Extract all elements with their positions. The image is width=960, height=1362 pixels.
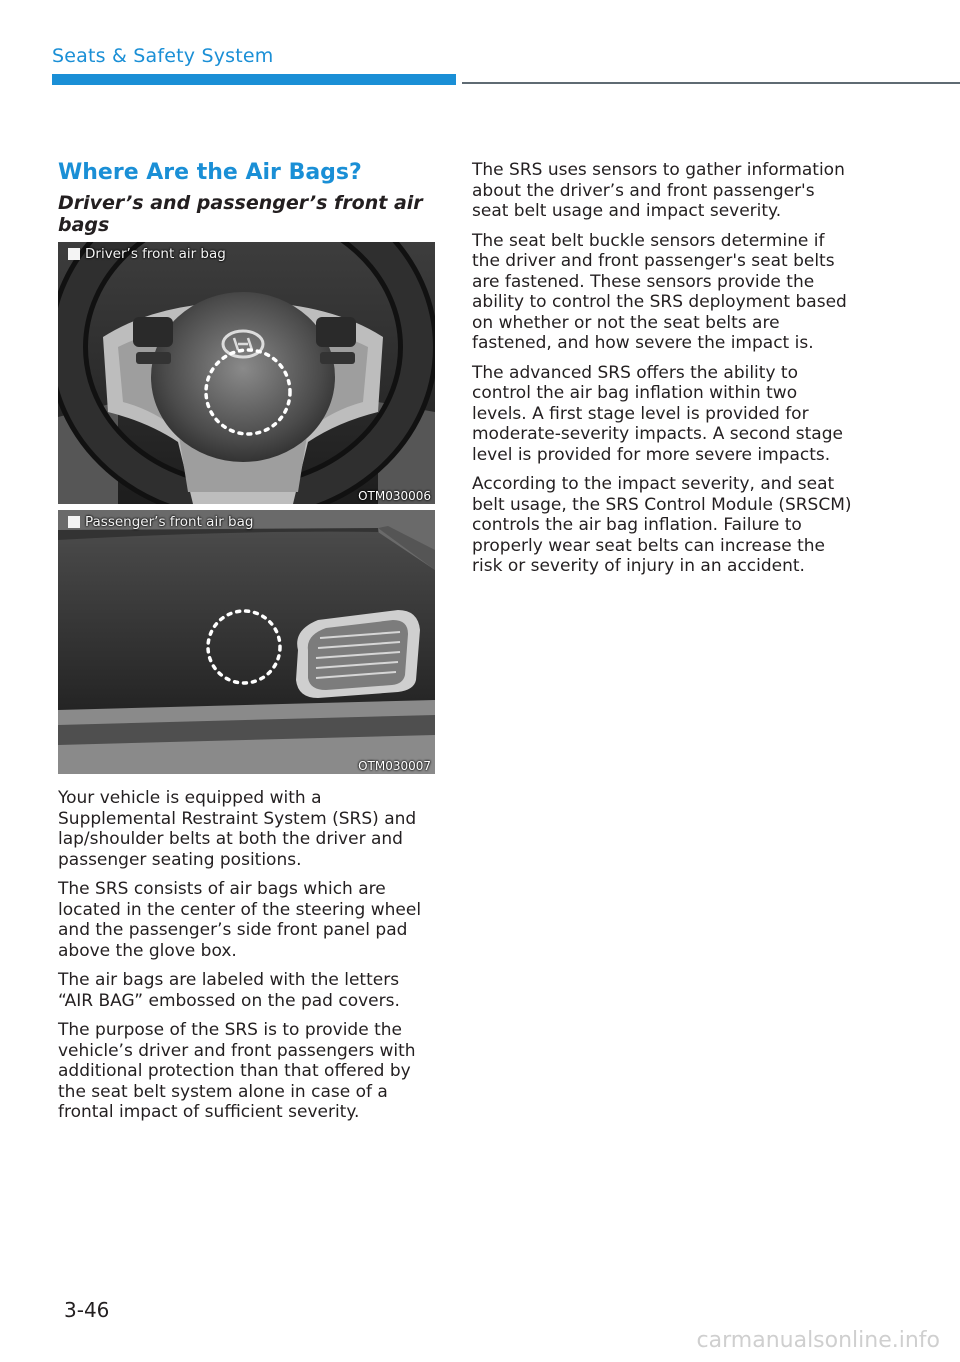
watermark: carmanualsonline.info	[696, 1328, 940, 1353]
figure-passenger-airbag	[58, 510, 435, 774]
square-bullet-icon	[68, 516, 80, 528]
body-paragraph: According to the impact severity, and seat belt usage, the SRS Control Module (SRSCM) controls the air bag inflation. Failure to properly wear seat belts can increase the risk or severity of injury in an accident.	[472, 474, 852, 576]
header-rule	[462, 82, 960, 84]
header-accent-bar	[52, 74, 456, 85]
figure-driver-airbag	[58, 242, 435, 504]
body-paragraph: The purpose of the SRS is to provide the vehicle’s driver and front passengers with additional protection than that offered by the seat belt system alone in case of a frontal impact of sufficient severity.	[58, 1020, 416, 1122]
figure-caption	[68, 514, 253, 530]
figure-caption-text: Passenger’s front air bag	[85, 514, 254, 530]
body-paragraph: The seat belt buckle sensors determine if the driver and front passenger's seat belts are fastened. These sensors provide the ability to control the SRS deployment based on whether or not the seat belts are fastened, and how severe the impact is.	[472, 230, 847, 353]
body-paragraph: The advanced SRS offers the ability to control the air bag inflation within two levels. A first stage level is provided for moderate-severity impacts. A second stage level is provided for more severe impacts.	[472, 362, 843, 465]
figure-code: OTM030007	[358, 759, 431, 773]
section-subtitle: Driver’s and passenger’s front air bags	[58, 192, 423, 236]
steering-wheel-illustration	[58, 242, 435, 504]
figure-caption	[68, 246, 226, 262]
left-column	[58, 160, 438, 1132]
right-column	[472, 160, 856, 586]
body-paragraph: The air bags are labeled with the letters “AIR BAG” embossed on the pad covers.	[58, 970, 400, 1011]
body-paragraph: Your vehicle is equipped with a Supplemental Restraint System (SRS) and lap/shoulder belts at both the driver and passenger seating positions.	[58, 788, 417, 870]
figure-code: OTM030006	[358, 489, 431, 503]
dashboard-illustration	[58, 510, 435, 774]
page-number: 3-46	[64, 1298, 110, 1322]
body-paragraph: The SRS uses sensors to gather information about the driver’s and front passenger's seat belt usage and impact severity.	[472, 160, 845, 221]
body-paragraph: The SRS consists of air bags which are located in the center of the steering wheel and the passenger’s side front panel pad above the glove box.	[58, 879, 422, 961]
section-title: Where Are the Air Bags?	[58, 160, 362, 185]
figure-caption-text: Driver’s front air bag	[85, 246, 226, 262]
square-bullet-icon	[68, 248, 80, 260]
running-header: Seats & Safety System	[52, 45, 274, 67]
